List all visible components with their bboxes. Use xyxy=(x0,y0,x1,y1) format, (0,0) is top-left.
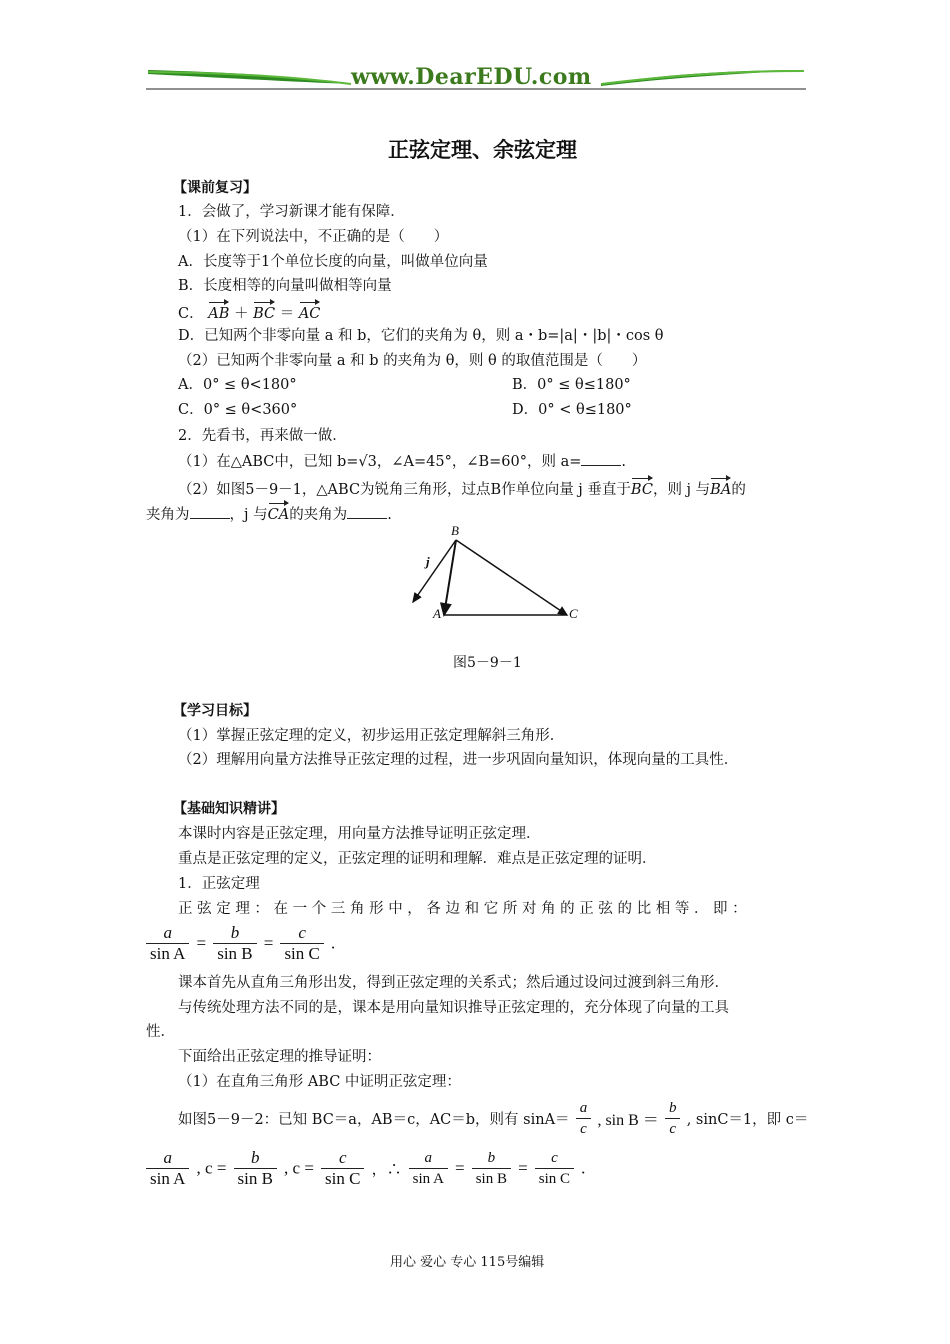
section-heading-goals: 【学习目标】 xyxy=(173,703,257,719)
answer-blank[interactable] xyxy=(190,504,230,519)
vector-ba: BA xyxy=(710,476,731,500)
edge-bc xyxy=(456,540,567,615)
answer-blank[interactable] xyxy=(581,451,621,466)
question-2: （2）已知两个非零向量 a 和 b 的夹角为 θ，则 θ 的取值范围是（ ） xyxy=(178,353,647,369)
problem-2-text-c: 的 xyxy=(731,482,746,498)
review-item-1: 1．会做了，学习新课才能有保障． xyxy=(178,204,405,220)
fraction-b-over-sin-b: $\frac{b}{\text{sin B}}$ xyxy=(234,1148,277,1189)
problem-2-text-g: . xyxy=(387,507,392,523)
fraction-a-over-sin-a: $\frac{a}{\text{sin A}}$ xyxy=(146,923,189,964)
sine-law-definition: 正 弦 定 理 ： 在 一 个 三 角 形 中 ， 各 边 和 它 所 对 角 的 正 弦 的 比 相 等 ． 即 ： xyxy=(178,901,747,917)
fraction-a-over-sin-a-small: $\frac{a}{\text{sin A}}$ xyxy=(409,1148,448,1189)
vector-bc: BC xyxy=(631,476,653,500)
problem-2-line1 xyxy=(178,476,746,500)
fraction-c-over-sin-c: $\frac{c}{\text{sin C}}$ xyxy=(321,1148,364,1189)
vertex-label-c: C xyxy=(569,606,578,621)
plus-sign: ＋ xyxy=(233,306,249,322)
knowledge-paragraph-2: 重点是正弦定理的定义，正弦定理的证明和理解．难点是正弦定理的证明． xyxy=(178,851,657,867)
fraction-b-over-sin-b: $\frac{b}{\text{sin B}}$ xyxy=(213,923,256,964)
header-banner xyxy=(146,62,806,92)
vector-j xyxy=(413,540,456,602)
figure-5-9-1 xyxy=(400,520,600,630)
problem-1-end: . xyxy=(621,454,627,470)
sine-law-formula: $\frac{a}{\text{sin A}}$ = $\frac{b}{\text{sin B}}$ = $\frac{c}{\text{sin C}}$ . xyxy=(144,923,335,964)
vector-label-j: j xyxy=(426,554,430,569)
edge-ab xyxy=(444,540,456,615)
fraction-a-over-c: $\frac{a}{c}$ xyxy=(576,1098,591,1139)
option-1c xyxy=(178,300,320,324)
problem-2-line2 xyxy=(146,501,392,525)
option-2b: B．0° ≤ θ≤180° xyxy=(512,377,631,393)
subsection-title: 1．正弦定理 xyxy=(178,876,260,892)
problem-2-text-d: 夹角为 xyxy=(146,507,190,523)
section-heading-knowledge: 【基础知识精讲】 xyxy=(173,801,285,817)
option-1c-prefix: C． xyxy=(178,306,204,322)
problem-2-text-f: 的夹角为 xyxy=(289,507,348,523)
knowledge-paragraph-4: 与传统处理方法不同的是，课本是用向量知识推导正弦定理的，充分体现了向量的工具 xyxy=(178,1000,729,1016)
fraction-b-over-c: $\frac{b}{c}$ xyxy=(665,1098,680,1139)
goal-2: （2）理解用向量方法推导正弦定理的过程，进一步巩固向量知识，体现向量的工具性． xyxy=(178,752,739,768)
page-title: 正弦定理、余弦定理 xyxy=(388,138,577,162)
knowledge-paragraph-3: 课本首先从直角三角形出发，得到正弦定理的关系式；然后通过设问过渡到斜三角形． xyxy=(178,975,729,991)
fraction-a-over-sin-a: $\frac{a}{\text{sin A}}$ xyxy=(146,1148,189,1189)
option-1a: A．长度等于1个单位长度的向量，叫做单位向量 xyxy=(178,254,488,270)
proof-text-b: , sin B ＝ xyxy=(597,1112,659,1129)
problem-2-text-b: ，则 j 与 xyxy=(652,482,711,498)
page-footer: 用心 爱心 专心 115号编辑 xyxy=(390,1255,545,1270)
problem-1-text: （1）在△ABC中，已知 b=√3，∠A=45°，∠B=60°，则 a= xyxy=(178,454,582,470)
vertex-label-b: B xyxy=(451,523,459,538)
vector-ab: AB xyxy=(208,300,229,324)
proof-text-a: 如图5－9－2：已知 BC＝a，AB＝c，AC＝b，则有 sinA＝ xyxy=(178,1112,570,1128)
answer-blank[interactable] xyxy=(347,504,387,519)
review-item-2: 2．先看书，再来做一做． xyxy=(178,428,347,444)
goal-1: （1）掌握正弦定理的定义，初步运用正弦定理解斜三角形． xyxy=(178,728,565,744)
header-logo-text: www.DearEDU.com xyxy=(351,64,592,90)
problem-2-text-e: ，j 与 xyxy=(229,507,268,523)
proof-text-c: , sinC＝1，即 c＝ xyxy=(686,1112,809,1128)
option-2d: D．0° < θ≤180° xyxy=(512,402,632,418)
problem-1 xyxy=(178,451,626,472)
vector-ca: CA xyxy=(268,501,290,525)
fraction-c-over-sin-c-small: $\frac{c}{\text{sin C}}$ xyxy=(535,1148,574,1189)
problem-2-text-a: （2）如图5－9－1，△ABC为锐角三角形，过点B作单位向量 j 垂直于 xyxy=(178,482,631,498)
knowledge-paragraph-4-cont: 性． xyxy=(146,1024,175,1040)
fraction-b-over-sin-b-small: $\frac{b}{\text{sin B}}$ xyxy=(472,1148,511,1189)
option-2c: C．0° ≤ θ<360° xyxy=(178,402,298,418)
proof-line-1 xyxy=(178,1098,808,1139)
question-1: （1）在下列说法中，不正确的是（ ） xyxy=(178,229,449,245)
knowledge-paragraph-1: 本课时内容是正弦定理，用向量方法推导证明正弦定理． xyxy=(178,826,541,842)
vector-ac: AC xyxy=(299,300,321,324)
knowledge-paragraph-5: 下面给出正弦定理的推导证明： xyxy=(178,1049,381,1065)
equals-sign: ＝ xyxy=(279,306,295,322)
option-2a: A．0° ≤ θ<180° xyxy=(178,377,297,393)
section-heading-review: 【课前复习】 xyxy=(173,180,257,196)
vector-bc: BC xyxy=(253,300,275,324)
proof-line-2: $\frac{a}{\text{sin A}}$ , c = $\frac{b}{\text{sin B}}$ , c = $\frac{c}{\text{sin C}}$ ，∴ $\frac{a}{\text{sin A}}$ = $\frac{b}{\text{sin B}}$ = $\frac{c}{\text{sin C}}$ . xyxy=(144,1148,585,1189)
knowledge-paragraph-6: （1）在直角三角形 ABC 中证明正弦定理： xyxy=(178,1074,461,1090)
figure-caption: 图5－9－1 xyxy=(453,655,522,671)
option-1d: D．已知两个非零向量 a 和 b，它们的夹角为 θ，则 a・b=|a|・|b|・cos θ xyxy=(178,328,664,344)
option-1b: B．长度相等的向量叫做相等向量 xyxy=(178,278,392,294)
vertex-label-a: A xyxy=(433,606,441,621)
fraction-c-over-sin-c: $\frac{c}{\text{sin C}}$ xyxy=(280,923,323,964)
